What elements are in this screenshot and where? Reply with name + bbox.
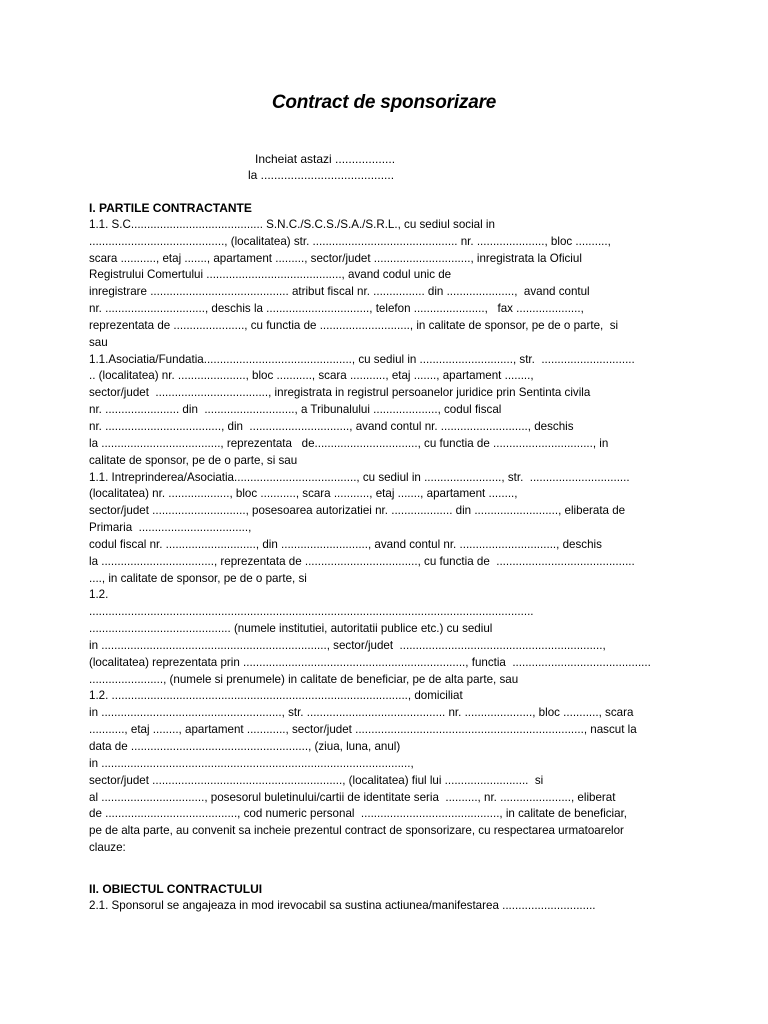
section-parties-body [89,217,679,857]
section-object-body [89,898,679,915]
text-line: (localitatea) nr. ..................., bloc ..........., scara ..........., etaj ......., apartament ........, [89,487,518,501]
text-line: de ........................................., cod numeric personal ..........................................., in calitate de beneficiar, [89,807,628,821]
text-line: al ................................, posesorul buletinului/cartii de identitate seria .........., nr. ......................, eliberat [89,790,616,804]
text-line: ...., in calitate de sponsor, pe de o parte, si [89,571,307,585]
date-line-concluded: Incheiat astazi .................. [255,152,396,166]
text-line: codul fiscal nr. ............................, din ..........................., avand contul nr. .............................., deschis [89,537,602,551]
text-line: la ..................................., reprezentata de ..................................., cu functia de ........................................... [89,554,635,568]
text-line: calitate de sponsor, pe de o parte, si sau [89,453,298,467]
text-line: in ........................................................, str. ........................................... nr. ....................., bloc ..........., scara [89,706,634,720]
text-line: nr. ....................... din ............................, a Tribunalului ...................., codul fiscal [89,403,502,417]
text-line: in ................................................................................................, [89,756,414,770]
text-line: sau [89,335,108,349]
section-parties [89,200,679,857]
text-line: (localitatea) reprezentata prin ....................................................................., functia ........................................... [89,655,651,669]
text-line: in ......................................................................, sector/judet ..............................................................., [89,638,606,652]
text-line: nr. ...................................., din ..............................., avand contul nr. ..........................., deschis [89,419,574,433]
text-line: .........................................., (localitatea) str. ............................................. nr. ....................., bloc .........., [89,234,611,248]
text-line: .. (localitatea) nr. ....................., bloc ..........., scara ..........., etaj ......., apartament ........, [89,369,534,383]
text-line: 1.2. ............................................................................................, domiciliat [89,689,463,703]
text-line: 1.1. S.C......................................... S.N.C./S.C.S./S.A./S.R.L., cu sediul social in [89,217,495,231]
text-line: ..........., etaj ........, apartament ............, sector/judet ......................................................................., nascut la [89,723,637,737]
text-line: 2.1. Sponsorul se angajeaza in mod irevocabil sa sustina actiunea/manifestarea ............................. [89,898,596,912]
text-line: .......................................................................................................................................... [89,605,534,619]
text-line: sector/judet ............................., posesoarea autorizatiei nr. ................... din .........................., eliberata de [89,504,626,518]
text-line: la ....................................., reprezentata de................................, cu functia de ..............................., in [89,436,609,450]
section-object [89,881,679,915]
text-line: sector/judet ..........................................................., (localitatea) fiul lui .......................... si [89,773,544,787]
text-line: pe de alta parte, au convenit sa incheie prezentul contract de sponsorizare, cu respectarea urmatoarelor [89,824,624,838]
section-heading-parties: I. PARTILE CONTRACTANTE [89,201,252,215]
text-line: Registrului Comertului .........................................., avand codul unic de [89,268,452,282]
text-line: scara ..........., etaj ......., apartament ........., sector/judet .............................., inregistrata la Oficiul [89,251,582,265]
text-line: clauze: [89,841,126,855]
text-line: data de ......................................................., (ziua, luna, anul) [89,740,401,753]
text-line: inregistrare ........................................... atribut fiscal nr. ................ din ....................., avand contul [89,285,590,299]
text-line: ......................., (numele si prenumele) in calitate de beneficiar, pe de alta parte, sau [89,672,519,686]
text-line: 1.1.Asociatia/Fundatia.............................................., cu sediul in ............................., str. ............................. [89,352,635,366]
text-line: ............................................ (numele institutiei, autoritatii publice etc.) cu sediul [89,622,493,636]
document-title: Contract de sponsorizare [271,92,497,113]
date-line-place: la ........................................ [248,168,395,182]
text-line: 1.2. [89,588,109,602]
section-heading-object: II. OBIECTUL CONTRACTULUI [89,882,263,896]
text-line: reprezentata de ......................, cu functia de ............................, in calitate de sponsor, pe de o parte, si [89,318,619,332]
text-line: nr. ..............................., deschis la ................................, telefon ......................, fax ...................., [89,302,584,316]
text-line: 1.1. Intreprinderea/Asociatia......................................, cu sediul in ........................, str. ............................... [89,470,630,484]
text-line: Primaria .................................., [89,521,252,535]
text-line: sector/judet ..................................., inregistrata in registrul persoanelor juridice prin Sentinta civila [89,386,591,400]
